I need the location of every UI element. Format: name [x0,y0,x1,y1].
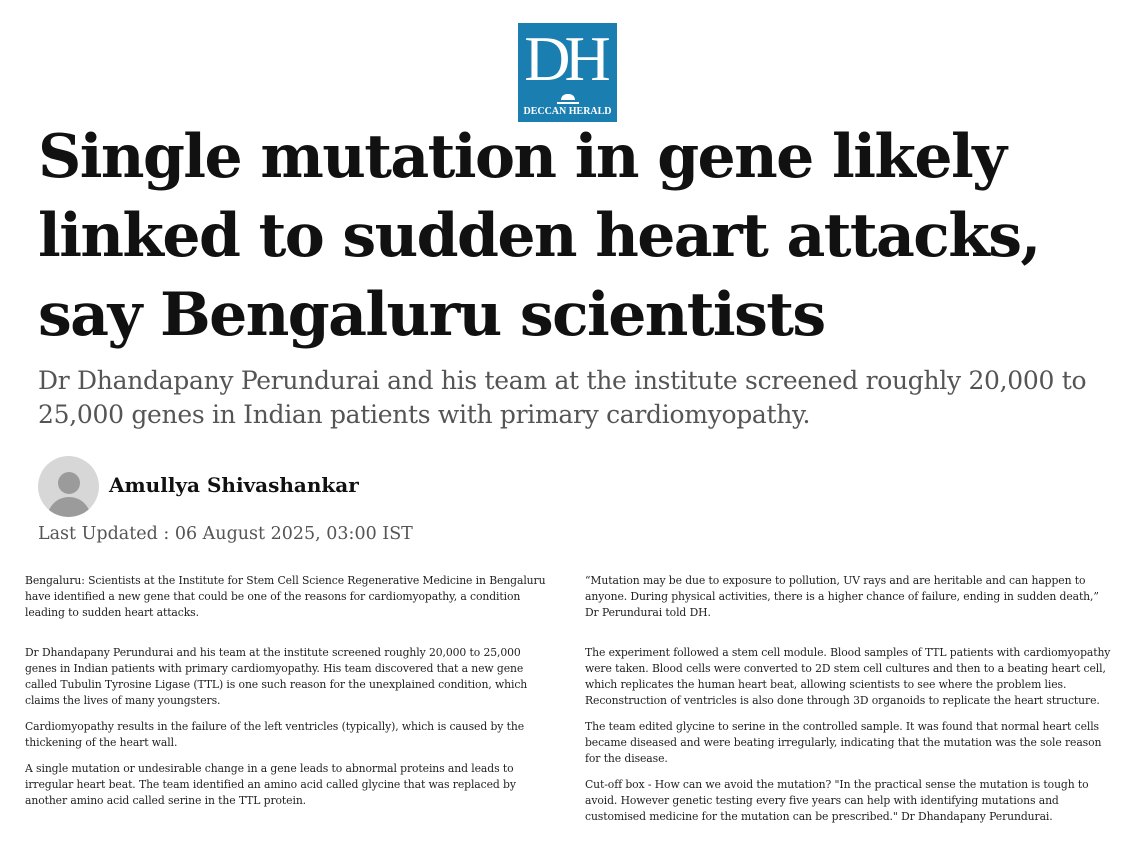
avatar-icon[interactable] [38,456,99,517]
body-paragraph: Bengaluru: Scientists at the Institute for Stem Cell Science Regenerative Medicine in Bengaluru have identified a new gene that could be one of the reasons for cardiomyopathy, a condition leading to sudden heart attacks. [25,574,546,619]
article-headline: Single mutation in gene likely linked to sudden heart attacks, say Bengaluru scientists [38,122,1040,350]
logo-emblem-icon [557,92,579,104]
body-column-right [585,573,1115,835]
body-paragraph: Dr Dhandapany Perundurai and his team at the institute screened roughly 20,000 to 25,000 genes in Indian patients with primary cardiomyopathy. His team discovered that a new gene called Tubulin Tyrosine Ligase (TTL) is one such reason for the unexplained condition, which claims the lives of many youngsters. [25,646,528,707]
author-name-link[interactable]: Amullya Shivashankar [109,473,359,497]
avatar-head [58,472,80,494]
body-paragraph: A single mutation or undesirable change in a gene leads to abnormal proteins and leads to irregular heart beat. The team identified an amino acid called glycine that was replaced by another amino acid called serine in the TTL protein. [25,762,516,807]
logo-mark: DH [524,23,605,94]
body-paragraph: “Mutation may be due to exposure to pollution, UV rays and are heritable and can happen to anyone. During physical activities, there is a higher chance of failure, ending in sudden death,” Dr Perundurai told DH. [585,574,1099,619]
body-paragraph: Cardiomyopathy results in the failure of the left ventricles (typically), which is caused by the thickening of the heart wall. [25,720,525,749]
body-column-left [25,573,555,819]
body-paragraph: Cut-off box - How can we avoid the mutation? "In the practical sense the mutation is tough to avoid. However genetic testing every five years can help with identifying mutations and customised medicine for the mutation can be prescribed." Dr Dhandapany Perundurai. [585,778,1089,823]
body-paragraph: The team edited glycine to serine in the controlled sample. It was found that normal heart cells became diseased and were beating irregularly, indicating that the mutation was the sole reason for the disease. [585,720,1102,765]
avatar-body [47,497,91,517]
article-subtitle: Dr Dhandapany Perundurai and his team at the institute screened roughly 20,000 to 25,000 genes in Indian patients with primary cardiomyopathy. [38,366,1087,429]
deccan-herald-logo[interactable] [518,23,617,122]
last-updated: Last Updated : 06 August 2025, 03:00 IST [38,524,413,544]
body-paragraph: The experiment followed a stem cell module. Blood samples of TTL patients with cardiomyopathy were taken. Blood cells were converted to 2D stem cell cultures and then to a beating heart cell, which replicates the human heart beat, allowing scientists to see where the problem lies. Reconstruction of ventricles is also done through 3D organoids to replicate the heart structure. [585,646,1111,707]
logo-name: DECCAN HERALD [523,106,612,117]
